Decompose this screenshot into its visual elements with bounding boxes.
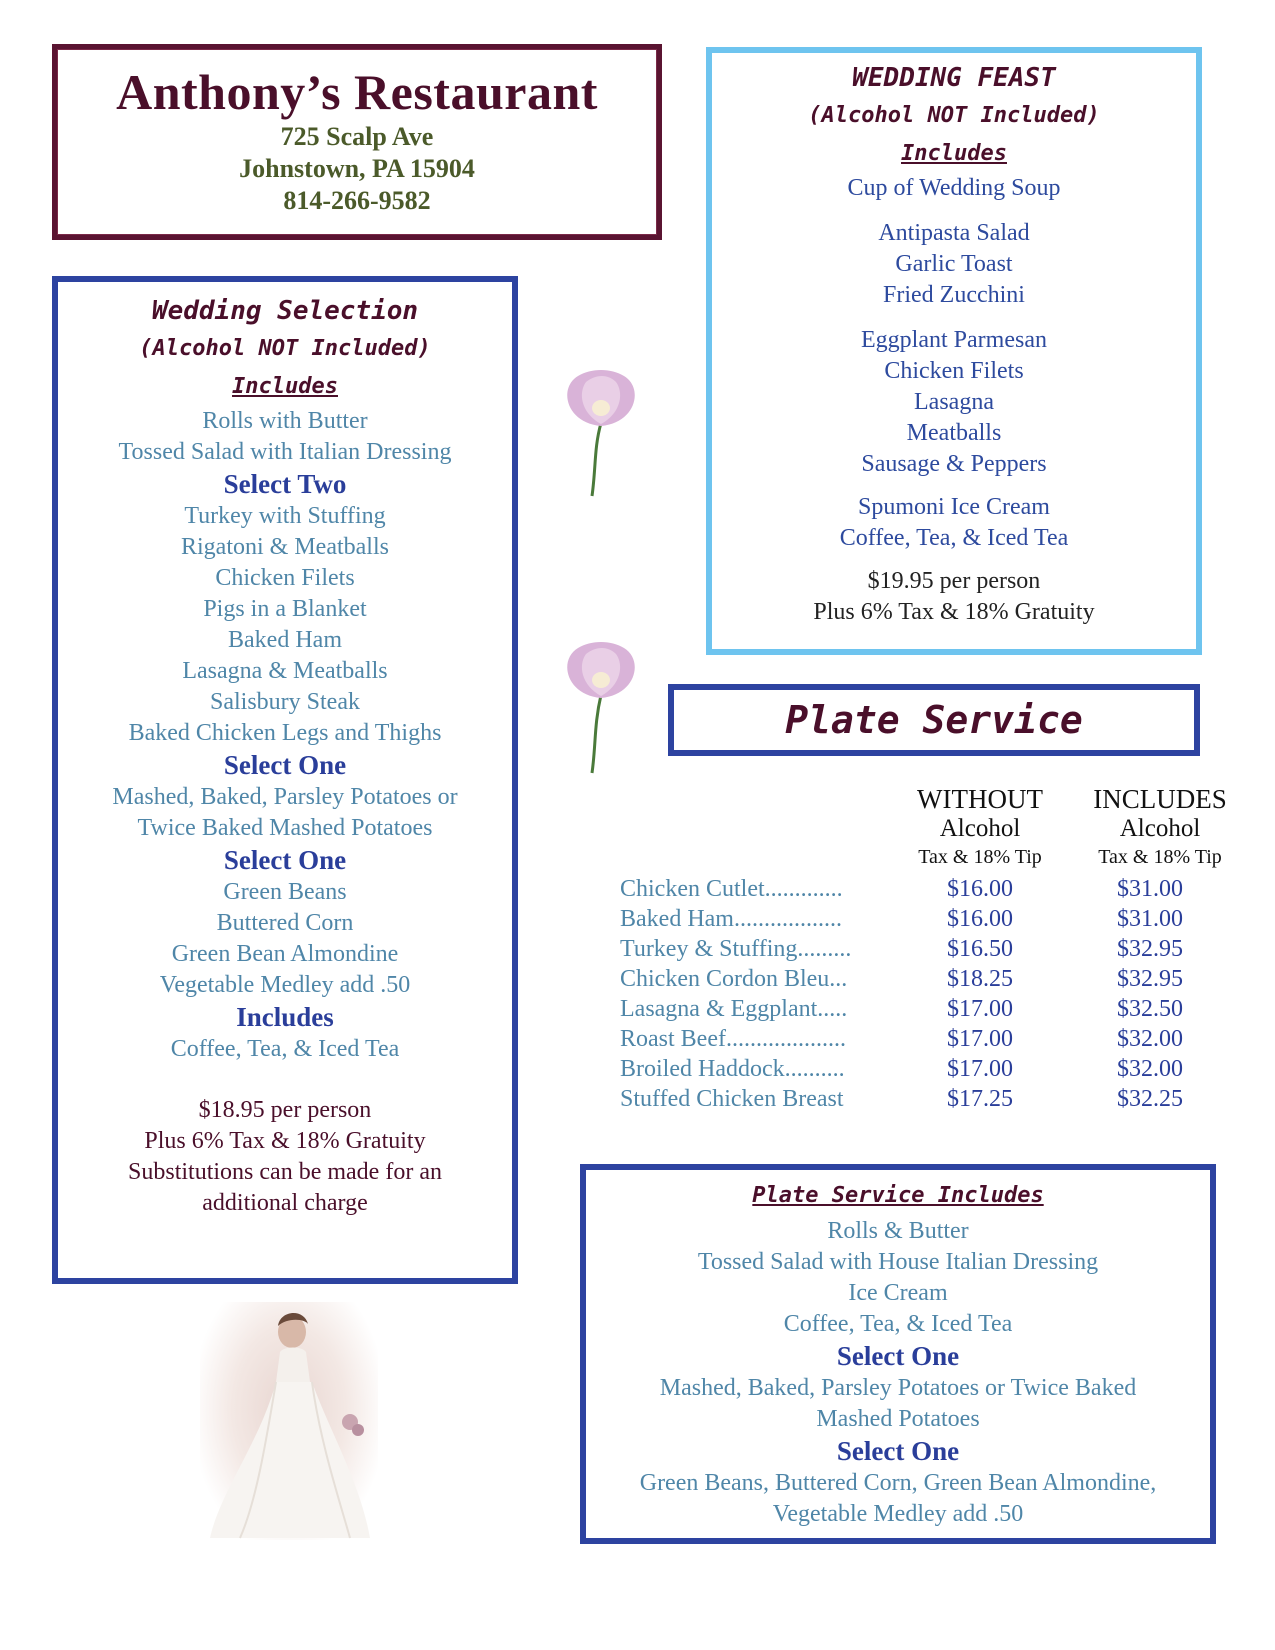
bride-icon — [200, 1302, 378, 1540]
tax-note: Plus 6% Tax & 18% Gratuity — [813, 599, 1095, 625]
select-one-heading: Select One — [223, 845, 347, 875]
wedding-selection-subtitle: (Alcohol NOT Included) — [139, 336, 431, 361]
list-item: Buttered Corn — [216, 910, 354, 936]
includes-heading-2: Includes — [236, 1002, 334, 1032]
list-item: Baked Chicken Legs and Thighs — [128, 720, 442, 746]
list-item: Chicken Filets — [884, 358, 1024, 384]
list-item: Twice Baked Mashed Potatoes — [137, 815, 433, 841]
list-item: Turkey with Stuffing — [184, 503, 386, 529]
list-item: Tossed Salad with Italian Dressing — [118, 439, 452, 465]
table-row: Chicken Cordon Bleu... $18.25 $32.95 — [620, 966, 1183, 992]
table-row: Roast Beef.................... $17.00 $32.00 — [620, 1026, 1183, 1052]
list-item: Chicken Filets — [215, 565, 355, 591]
list-item: Ice Cream — [848, 1280, 948, 1306]
table-row: Lasagna & Eggplant..... $17.00 $32.50 — [620, 996, 1183, 1022]
list-item: Green Beans — [223, 879, 347, 905]
wedding-feast-section — [706, 47, 1202, 655]
price: $18.95 per person — [198, 1097, 372, 1123]
list-item: Mashed Potatoes — [816, 1406, 980, 1432]
table-row: Chicken Cutlet............. $16.00 $31.00 — [620, 876, 1183, 902]
plate-service-title-box — [668, 684, 1200, 756]
wedding-selection-section — [52, 276, 518, 1284]
list-item: Vegetable Medley add .50 — [159, 972, 411, 998]
list-item: Antipasta Salad — [878, 220, 1030, 246]
list-item: Green Bean Almondine — [171, 941, 399, 967]
select-one-heading: Select One — [836, 1341, 960, 1371]
select-one-heading: Select One — [836, 1436, 960, 1466]
wedding-feast-subtitle: (Alcohol NOT Included) — [808, 103, 1100, 128]
list-item: Sausage & Peppers — [861, 451, 1047, 477]
phone-number: 814-266-9582 — [283, 186, 431, 215]
street-address: 725 Scalp Ave — [280, 122, 434, 151]
column-header-without: WITHOUT Alcohol Tax & 18% Tip — [917, 784, 1043, 868]
table-row: Baked Ham.................. $16.00 $31.00 — [620, 906, 1183, 932]
substitution-note: additional charge — [202, 1190, 368, 1216]
wedding-feast-title: WEDDING FEAST — [852, 63, 1056, 93]
list-item: Rolls with Butter — [202, 408, 368, 434]
list-item: Coffee, Tea, & Iced Tea — [839, 525, 1069, 551]
list-item: Mashed, Baked, Parsley Potatoes or — [112, 784, 458, 810]
list-item: Meatballs — [906, 420, 1002, 446]
list-item: Green Beans, Buttered Corn, Green Bean Almondine, — [639, 1470, 1157, 1496]
list-item: Pigs in a Blanket — [203, 596, 367, 622]
city-address: Johnstown, PA 15904 — [239, 154, 475, 183]
flower-icon — [556, 640, 646, 775]
list-item: Coffee, Tea, & Iced Tea — [783, 1311, 1013, 1337]
list-item: Lasagna & Meatballs — [182, 658, 388, 684]
list-item: Spumoni Ice Cream — [858, 494, 1050, 520]
list-item: Lasagna — [914, 389, 994, 415]
list-item: Coffee, Tea, & Iced Tea — [170, 1036, 400, 1062]
list-item: Fried Zucchini — [883, 282, 1025, 308]
restaurant-header — [52, 44, 662, 240]
list-item: Rigatoni & Meatballs — [181, 534, 389, 560]
table-row: Stuffed Chicken Breast $17.25 $32.25 — [620, 1086, 1183, 1112]
bride-photo — [200, 1302, 378, 1540]
table-row: Turkey & Stuffing......... $16.50 $32.95 — [620, 936, 1183, 962]
restaurant-name: Anthony’s Restaurant — [116, 64, 598, 120]
list-item: Vegetable Medley add .50 — [772, 1501, 1024, 1527]
list-item: Tossed Salad with House Italian Dressing — [697, 1249, 1099, 1275]
plate-service-title: Plate Service — [785, 698, 1083, 742]
column-header-includes: INCLUDES Alcohol Tax & 18% Tip — [1093, 784, 1227, 868]
plate-service-includes-section — [580, 1164, 1216, 1544]
includes-heading: Includes — [232, 374, 338, 399]
substitution-note: Substitutions can be made for an — [128, 1159, 442, 1185]
table-row: Broiled Haddock.......... $17.00 $32.00 — [620, 1056, 1183, 1082]
select-one-heading: Select One — [223, 750, 347, 780]
list-item: Baked Ham — [228, 627, 342, 653]
list-item: Eggplant Parmesan — [861, 327, 1047, 353]
includes-heading: Includes — [901, 141, 1007, 166]
list-item: Garlic Toast — [895, 251, 1013, 277]
flower-icon — [556, 368, 646, 498]
list-item: Cup of Wedding Soup — [847, 175, 1061, 201]
list-item: Rolls & Butter — [827, 1218, 969, 1244]
list-item: Mashed, Baked, Parsley Potatoes or Twice Baked — [659, 1375, 1137, 1401]
wedding-selection-title: Wedding Selection — [151, 296, 419, 326]
select-two-heading: Select Two — [223, 469, 347, 499]
plate-includes-title: Plate Service Includes — [752, 1183, 1044, 1208]
list-item: Salisbury Steak — [210, 689, 360, 715]
price: $19.95 per person — [867, 568, 1041, 594]
tax-note: Plus 6% Tax & 18% Gratuity — [144, 1128, 426, 1154]
